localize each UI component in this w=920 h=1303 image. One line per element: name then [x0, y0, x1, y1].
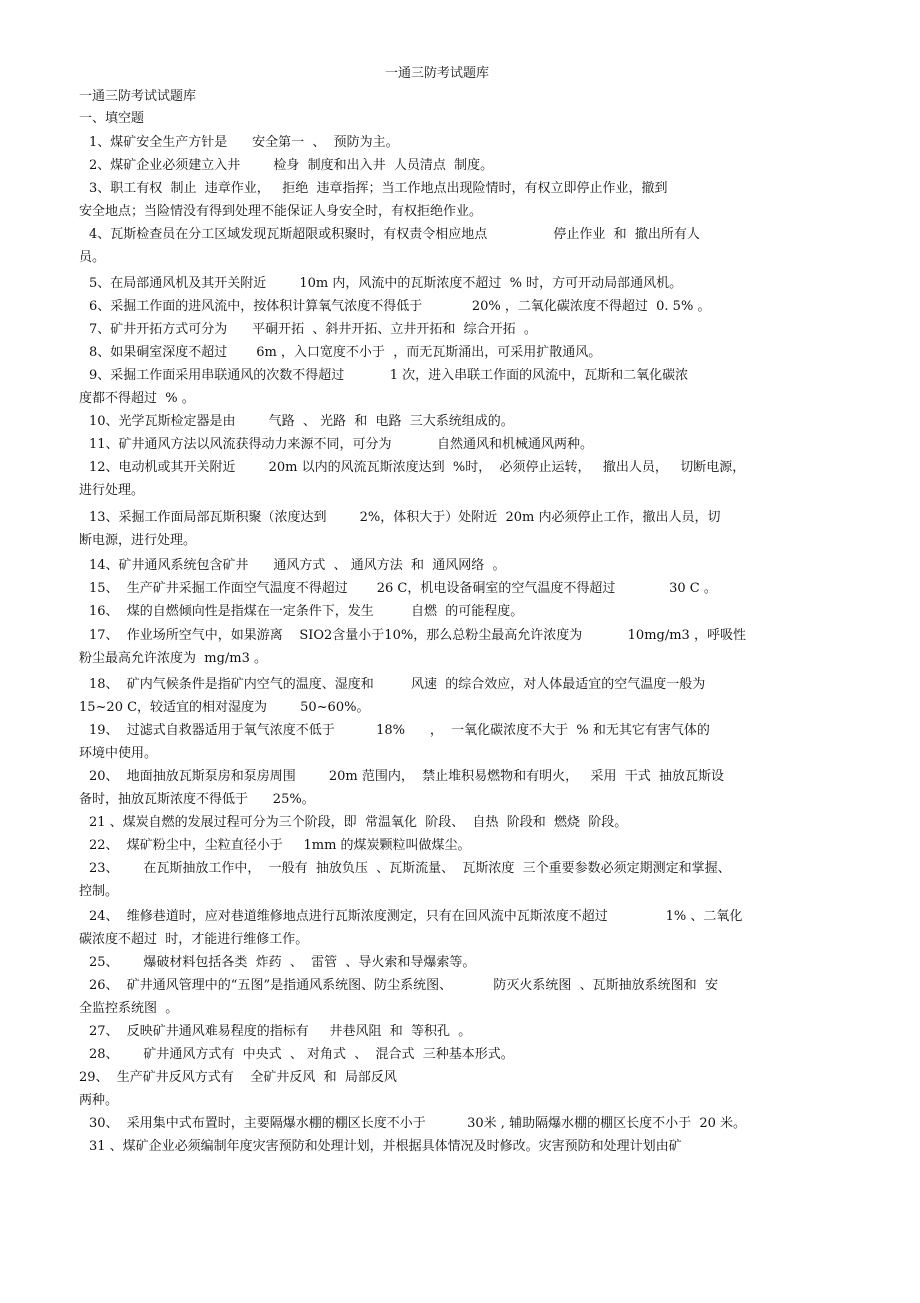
question-line: 全监控系统图 。 [79, 1001, 179, 1016]
question-line: 粉尘最高允许浓度为 mg/m3 。 [79, 651, 268, 666]
question-line: 24、 维修巷道时，应对巷道维修地点进行瓦斯浓度测定，只有在回风流中瓦斯浓度不超过 1% 、二氧化 [89, 909, 743, 924]
question-line: 31 、煤矿企业必须编制年度灾害预防和处理计划，并根据具体情况及时修改。灾害预防和处理计划由矿 [89, 1139, 682, 1154]
question-line: 4、瓦斯检查员在分工区域发现瓦斯超限或积聚时，有权责令相应地点 停止作业 和 撤出所有人 [89, 227, 700, 242]
question-line: 控制。 [79, 884, 119, 899]
question-line: 环境中使用。 [79, 746, 158, 761]
question-line: 安全地点；当险情没有得到处理不能保证人身安全时，有权拒绝作业。 [79, 204, 483, 219]
question-line: 备时，抽放瓦斯浓度不得低于 25%。 [79, 792, 315, 807]
question-line: 16、 煤的自燃倾向性是指煤在一定条件下，发生 自燃 的可能程度。 [89, 604, 524, 619]
question-line: 度都不得超过 % 。 [79, 391, 195, 406]
question-line: 断电源，进行处理。 [79, 533, 197, 548]
question-line: 9、采掘工作面采用串联通风的次数不得超过 1 次，进入串联工作面的风流中，瓦斯和二氧化碳浓 [89, 368, 689, 383]
document-subtitle: 一通三防考试试题库 [79, 89, 197, 104]
question-line: 30、 采用集中式布置时，主要隔爆水棚的棚区长度不小于 30米 , 辅助隔爆水棚的棚区长度不小于 20 米。 [89, 1116, 747, 1131]
document-title: 一通三防考试题库 [385, 66, 490, 81]
question-line: 10、光学瓦斯检定器是由 气路 、 光路 和 电路 三大系统组成的。 [89, 414, 514, 429]
question-line: 27、 反映矿井通风难易程度的指标有 井巷风阻 和 等积孔 。 [89, 1024, 472, 1039]
question-line: 3、职工有权 制止 违章作业， 拒绝 违章指挥；当工作地点出现险情时，有权立即停止作业，撤到 [89, 181, 668, 196]
question-line: 8、如果硐室深度不超过 6m ，入口宽度不小于 ，而无瓦斯涌出，可采用扩散通风。 [89, 345, 602, 360]
question-line: 11、矿井通风方法以风流获得动力来源不同，可分为 自然通风和机械通风两种。 [89, 437, 593, 452]
question-line: 15、 生产矿井采掘工作面空气温度不得超过 26 C，机电设备硐室的空气温度不得超过 30 C 。 [89, 581, 717, 596]
question-line: 20、 地面抽放瓦斯泵房和泵房周围 20m 范围内， 禁止堆积易燃物和有明火， 采用 干式 抽放瓦斯设 [89, 769, 725, 784]
question-line: 19、 过滤式自救器适用于氧气浓度不低于 18% ， 一氧化碳浓度不大于 % 和无其它有害气体的 [89, 723, 710, 738]
question-line: 碳浓度不超过 时，才能进行维修工作。 [79, 932, 309, 947]
question-line: 26、 矿井通风管理中的“五图”是指通风系统图、防尘系统图、 防灭火系统图 、瓦斯抽放系统图和 安 [89, 978, 718, 993]
question-line: 5、在局部通风机及其开关附近 10m 内，风流中的瓦斯浓度不超过 % 时，方可开动局部通风机。 [89, 276, 683, 291]
question-line: 17、 作业场所空气中，如果游离 SIO2含量小于10%，那么总粉尘最高允许浓度为 10mg/m3 ，呼吸性 [89, 628, 746, 643]
question-line: 22、 煤矿粉尘中，尘粒直径小于 1mm 的煤炭颗粒叫做煤尘。 [89, 838, 471, 853]
question-line: 29、 生产矿井反风方式有 全矿井反风 和 局部反风 [79, 1070, 397, 1085]
question-line: 1、煤矿安全生产方针是 安全第一 、 预防为主。 [89, 135, 399, 150]
question-line: 两种。 [79, 1093, 119, 1108]
question-line: 7、矿井开拓方式可分为 平硐开拓 、斜井开拓、立井开拓和 综合开拓 。 [89, 322, 537, 337]
question-line: 15~20 C，较适宜的相对湿度为 50~60%。 [79, 700, 370, 715]
question-line: 13、采掘工作面局部瓦斯积聚（浓度达到 2%，体积大于）处附近 20m 内必须停止工作，撤出人员，切 [89, 510, 721, 525]
question-line: 2、煤矿企业必须建立入井 检身 制度和出入井 人员清点 制度。 [89, 158, 494, 173]
question-line: 6、采掘工作面的进风流中，按体积计算氧气浓度不得低于 20% ，二氧化碳浓度不得超过 0. 5% 。 [89, 299, 711, 314]
question-line: 21 、煤炭自燃的发展过程可分为三个阶段，即 常温氧化 阶段、 自热 阶段和 燃烧 阶段。 [89, 815, 628, 830]
question-line: 23、 在瓦斯抽放工作中， 一般有 抽放负压 、瓦斯流量、 瓦斯浓度 三个重要参数必须定期测定和掌握、 [89, 861, 731, 876]
question-line: 14、矿井通风系统包含矿井 通风方式 、 通风方法 和 通风网络 。 [89, 558, 506, 573]
question-line: 员。 [79, 250, 106, 265]
question-line: 25、 爆破材料包括各类 炸药 、 雷管 、导火索和导爆索等。 [89, 955, 476, 970]
question-line: 进行处理。 [79, 483, 145, 498]
question-line: 28、 矿井通风方式有 中央式 、 对角式 、 混合式 三种基本形式。 [89, 1047, 514, 1062]
section-heading: 一、填空题 [79, 111, 145, 126]
question-line: 12、电动机或其开关附近 20m 以内的风流瓦斯浓度达到 %时， 必须停止运转， 撤出人员， 切断电源， [89, 460, 746, 475]
question-line: 18、 矿内气候条件是指矿内空气的温度、湿度和 风速 的综合效应，对人体最适宜的空气温度一般为 [89, 677, 706, 692]
